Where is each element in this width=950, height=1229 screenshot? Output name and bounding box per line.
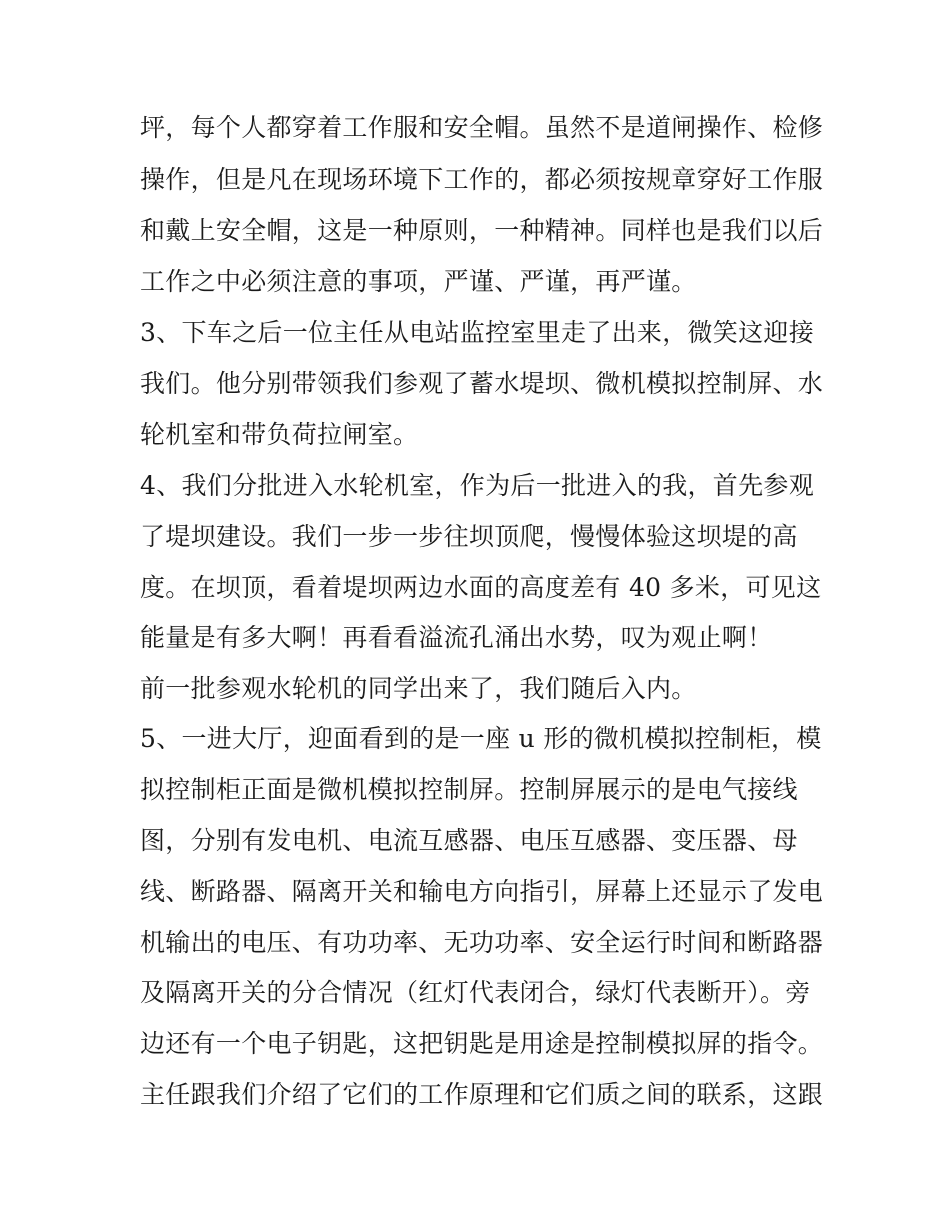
text-line: 和戴上安全帽，这是一种原则，一种精神。同样也是我们以后 — [140, 216, 824, 245]
text-line: 主任跟我们介绍了它们的工作原理和它们质之间的联系，这跟 — [140, 1080, 824, 1109]
text-line: 度。在坝顶，看着堤坝两边水面的高度差有 40 多米，可见这 — [140, 573, 822, 602]
text-line: 操作，但是凡在现场环境下工作的，都必须按规章穿好工作服 — [140, 165, 824, 194]
text-line: 能量是有多大啊！再看看溢流孔涌出水势，叹为观止啊！ — [140, 623, 773, 652]
text-line: 工作之中必须注意的事项，严谨、严谨，再严谨。 — [140, 267, 697, 296]
text-line: 5、一进大厅，迎面看到的是一座 u 形的微机模拟控制柜，模 — [140, 724, 822, 753]
text-line: 了堤坝建设。我们一步一步往坝顶爬，慢慢体验这坝堤的高 — [140, 522, 798, 551]
text-line: 及隔离开关的分合情况（红灯代表闭合，绿灯代表断开）。旁 — [140, 978, 811, 1007]
text-line: 前一批参观水轮机的同学出来了，我们随后入内。 — [140, 674, 697, 703]
text-line: 线、断路器、隔离开关和输电方向指引，屏幕上还显示了发电 — [140, 877, 824, 906]
text-line: 机输出的电压、有功功率、无功功率、安全运行时间和断路器 — [140, 928, 824, 957]
text-line: 图，分别有发电机、电流互感器、电压互感器、变压器、母 — [140, 826, 798, 855]
text-line: 3、下车之后一位主任从电站监控室里走了出来，微笑这迎接 — [140, 318, 815, 347]
text-line: 坪，每个人都穿着工作服和安全帽。虽然不是道闸操作、检修 — [140, 113, 824, 142]
text-line: 边还有一个电子钥匙，这把钥匙是用途是控制模拟屏的指令。 — [140, 1029, 824, 1058]
text-line: 轮机室和带负荷拉闸室。 — [140, 420, 419, 449]
text-line: 我们。他分别带领我们参观了蓄水堤坝、微机模拟控制屏、水 — [140, 369, 824, 398]
text-line: 4、我们分批进入水轮机室，作为后一批进入的我，首先参观 — [140, 471, 815, 500]
text-line: 拟控制柜正面是微机模拟控制屏。控制屏展示的是电气接线 — [140, 775, 798, 804]
